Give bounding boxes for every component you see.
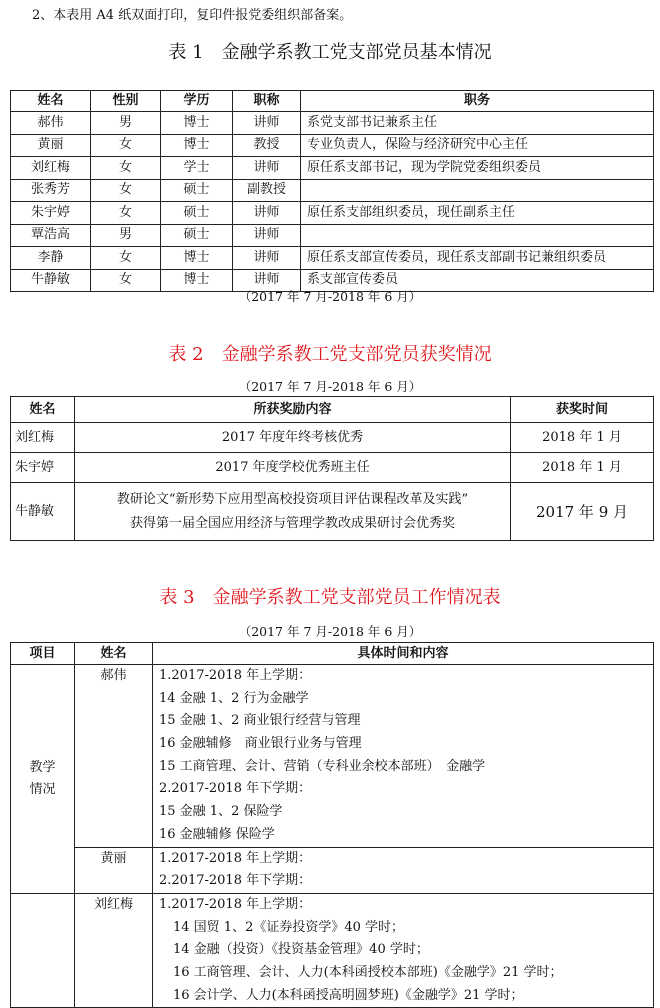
member-title: 讲师 xyxy=(233,112,301,135)
header-item: 项目 xyxy=(11,643,75,665)
staff-name-label: 黄丽 xyxy=(100,850,127,866)
work-content-line: 16 会计学、人力(本科函授高明圆梦班)《金融学》21 学时； xyxy=(173,987,524,1003)
member-education: 博士 xyxy=(161,269,233,292)
award-time: 2018 年 1 月 xyxy=(511,453,654,483)
staff-name xyxy=(75,893,153,1007)
header-education: 学历 xyxy=(161,91,233,112)
member-name: 牛静敏 xyxy=(11,269,91,292)
table2-title: 表 2 金融学系教工党支部党员获奖情况 xyxy=(168,344,492,365)
table2-header-row xyxy=(11,397,654,423)
work-content-line: 15 金融 1、2 保险学 xyxy=(159,804,283,820)
table1-member-info xyxy=(10,90,654,292)
member-position: 系支部宣传委员 xyxy=(301,269,654,292)
member-position: 原任系支部组织委员，现任副系主任 xyxy=(301,202,654,225)
member-education: 硕士 xyxy=(161,224,233,247)
work-content-line: 16 工商管理、会计、人力(本科函授校本部班)《金融学》21 学时； xyxy=(173,964,563,980)
table1-row xyxy=(11,112,654,135)
header-position: 职务 xyxy=(301,91,654,112)
member-education: 博士 xyxy=(161,247,233,270)
member-title: 副教授 xyxy=(233,179,301,202)
work-content-line: 14 金融（投资）《投资基金管理》40 学时； xyxy=(173,942,429,958)
header-name: 姓名 xyxy=(75,643,153,665)
member-name: 刘红梅 xyxy=(11,157,91,180)
staff-name xyxy=(75,665,153,848)
member-gender: 女 xyxy=(91,157,161,180)
work-category-label: 教学 xyxy=(29,759,56,775)
member-name: 郝伟 xyxy=(11,112,91,135)
table2-row xyxy=(11,483,654,541)
work-content xyxy=(153,847,654,893)
member-position: 原任系支部书记，现为学院党委组织委员 xyxy=(301,157,654,180)
member-name: 黄丽 xyxy=(11,134,91,157)
award-recipient: 刘红梅 xyxy=(11,423,75,453)
work-content-line: 2.2017-2018 年下学期： xyxy=(159,781,312,797)
table2-period: （2017 年 7 月-2018 年 6 月） xyxy=(238,379,422,394)
table1-header-row xyxy=(11,91,654,112)
award-content-line: 教研论文“新形势下应用型高校投资项目评估课程改革及实践” xyxy=(116,491,469,507)
table3-person-row xyxy=(11,665,654,848)
header-name: 姓名 xyxy=(11,91,91,112)
member-position: 专业负责人，保险与经济研究中心主任 xyxy=(301,134,654,157)
table3-work xyxy=(10,642,654,1008)
table1-row xyxy=(11,202,654,225)
header-gender: 性别 xyxy=(91,91,161,112)
award-content-line: 2017 年度学校优秀班主任 xyxy=(215,459,370,475)
member-position xyxy=(301,179,654,202)
staff-name xyxy=(75,847,153,893)
member-name: 朱宇婷 xyxy=(11,202,91,225)
work-content-line: 16 金融辅修 商业银行业务与管理 xyxy=(159,736,362,752)
award-time: 2017 年 9 月 xyxy=(511,483,654,541)
table3-header-row xyxy=(11,643,654,665)
header-title: 职称 xyxy=(233,91,301,112)
work-content-line: 15 金融 1、2 商业银行经营与管理 xyxy=(159,713,361,729)
header-name: 姓名 xyxy=(11,397,75,423)
work-category-label: 情况 xyxy=(29,781,56,797)
work-content-line: 1.2017-2018 年上学期： xyxy=(159,668,312,683)
table1-row xyxy=(11,157,654,180)
award-content-line: 获得第一届全国应用经济与管理学教改成果研讨会优秀奖 xyxy=(129,515,455,531)
member-name: 李静 xyxy=(11,247,91,270)
header-award-time: 获奖时间 xyxy=(511,397,654,423)
member-gender: 女 xyxy=(91,269,161,292)
work-content-line: 16 金融辅修 保险学 xyxy=(159,826,275,842)
award-content xyxy=(75,423,511,453)
staff-name-label: 郝伟 xyxy=(100,668,127,683)
member-education: 学士 xyxy=(161,157,233,180)
table3-period: （2017 年 7 月-2018 年 6 月） xyxy=(238,624,422,639)
member-position: 原任系支部宣传委员，现任系支部副书记兼组织委员 xyxy=(301,247,654,270)
award-recipient: 朱宇婷 xyxy=(11,453,75,483)
member-gender: 女 xyxy=(91,247,161,270)
member-name: 覃浩高 xyxy=(11,224,91,247)
member-title: 讲师 xyxy=(233,247,301,270)
award-recipient: 牛静敏 xyxy=(11,483,75,541)
table1-period: （2017 年 7 月-2018 年 6 月） xyxy=(238,289,422,304)
member-title: 教授 xyxy=(233,134,301,157)
work-category-empty xyxy=(11,893,75,1007)
member-title: 讲师 xyxy=(233,202,301,225)
table3-person-row xyxy=(11,893,654,1007)
table2-row xyxy=(11,423,654,453)
member-title: 讲师 xyxy=(233,224,301,247)
work-content-line: 14 国贸 1、2《证券投资学》40 学时； xyxy=(173,919,405,935)
table3-title: 表 3 金融学系教工党支部党员工作情况表 xyxy=(159,587,501,608)
award-content xyxy=(75,483,511,541)
work-content-line: 14 金融 1、2 行为金融学 xyxy=(159,690,309,706)
table1-row xyxy=(11,134,654,157)
table1-row xyxy=(11,179,654,202)
member-title: 讲师 xyxy=(233,157,301,180)
table1-row xyxy=(11,224,654,247)
member-name: 张秀芳 xyxy=(11,179,91,202)
work-content-line: 15 工商管理、会计、营销（专科业余校本部班） 金融学 xyxy=(159,758,486,774)
member-gender: 女 xyxy=(91,134,161,157)
award-content xyxy=(75,453,511,483)
work-content-line: 2.2017-2018 年下学期： xyxy=(159,873,312,889)
table1-title: 表 1 金融学系教工党支部党员基本情况 xyxy=(168,42,492,63)
member-gender: 女 xyxy=(91,179,161,202)
header-award: 所获奖励内容 xyxy=(75,397,511,423)
member-gender: 男 xyxy=(91,224,161,247)
member-position xyxy=(301,224,654,247)
member-education: 博士 xyxy=(161,134,233,157)
print-note: 2、本表用 A4 纸双面打印，复印件报党委组织部备案。 xyxy=(32,8,353,23)
member-education: 博士 xyxy=(161,112,233,135)
work-content-line: 1.2017-2018 年上学期： xyxy=(159,896,312,912)
member-title: 讲师 xyxy=(233,269,301,292)
member-gender: 男 xyxy=(91,112,161,135)
award-time: 2018 年 1 月 xyxy=(511,423,654,453)
work-content xyxy=(153,665,654,848)
table3-person-row xyxy=(11,847,654,893)
work-content xyxy=(153,893,654,1007)
member-education: 硕士 xyxy=(161,202,233,225)
table2-row xyxy=(11,453,654,483)
table2-awards xyxy=(10,396,654,541)
member-education: 硕士 xyxy=(161,179,233,202)
member-position: 系党支部书记兼系主任 xyxy=(301,112,654,135)
work-content-line: 1.2017-2018 年上学期： xyxy=(159,850,312,866)
member-gender: 女 xyxy=(91,202,161,225)
work-category xyxy=(11,665,75,894)
table1-row xyxy=(11,247,654,270)
award-content-line: 2017 年度年终考核优秀 xyxy=(221,429,364,445)
header-content: 具体时间和内容 xyxy=(153,643,654,665)
staff-name-label: 刘红梅 xyxy=(93,896,133,912)
